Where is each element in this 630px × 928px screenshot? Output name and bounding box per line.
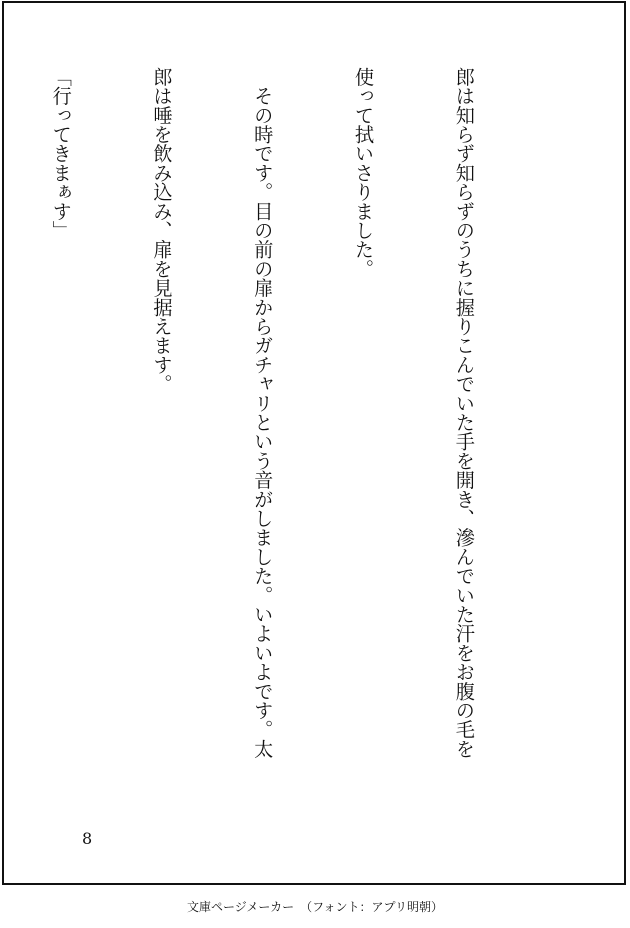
page-number: 8 [82, 829, 93, 848]
page-frame [2, 1, 626, 885]
text-line: 使って拭いさりました。 [352, 67, 376, 279]
footer-caption: 文庫ページメーカー （フォント：アプリ明朝） [186, 900, 444, 914]
text-line: 郎は知らず知らずのうちに握りこんでいた手を開き、滲んでいた汗をお腹の毛を [452, 67, 476, 759]
text-line: 「行ってきまぁす」 [49, 67, 73, 240]
text-line: 郎は唾を飲み込み、扉を見据えます。 [150, 67, 174, 394]
vertical-text-block [0, 67, 548, 807]
text-line: その時です。目の前の扉からガチャリという音がしました。いよいよです。太 [251, 67, 275, 759]
